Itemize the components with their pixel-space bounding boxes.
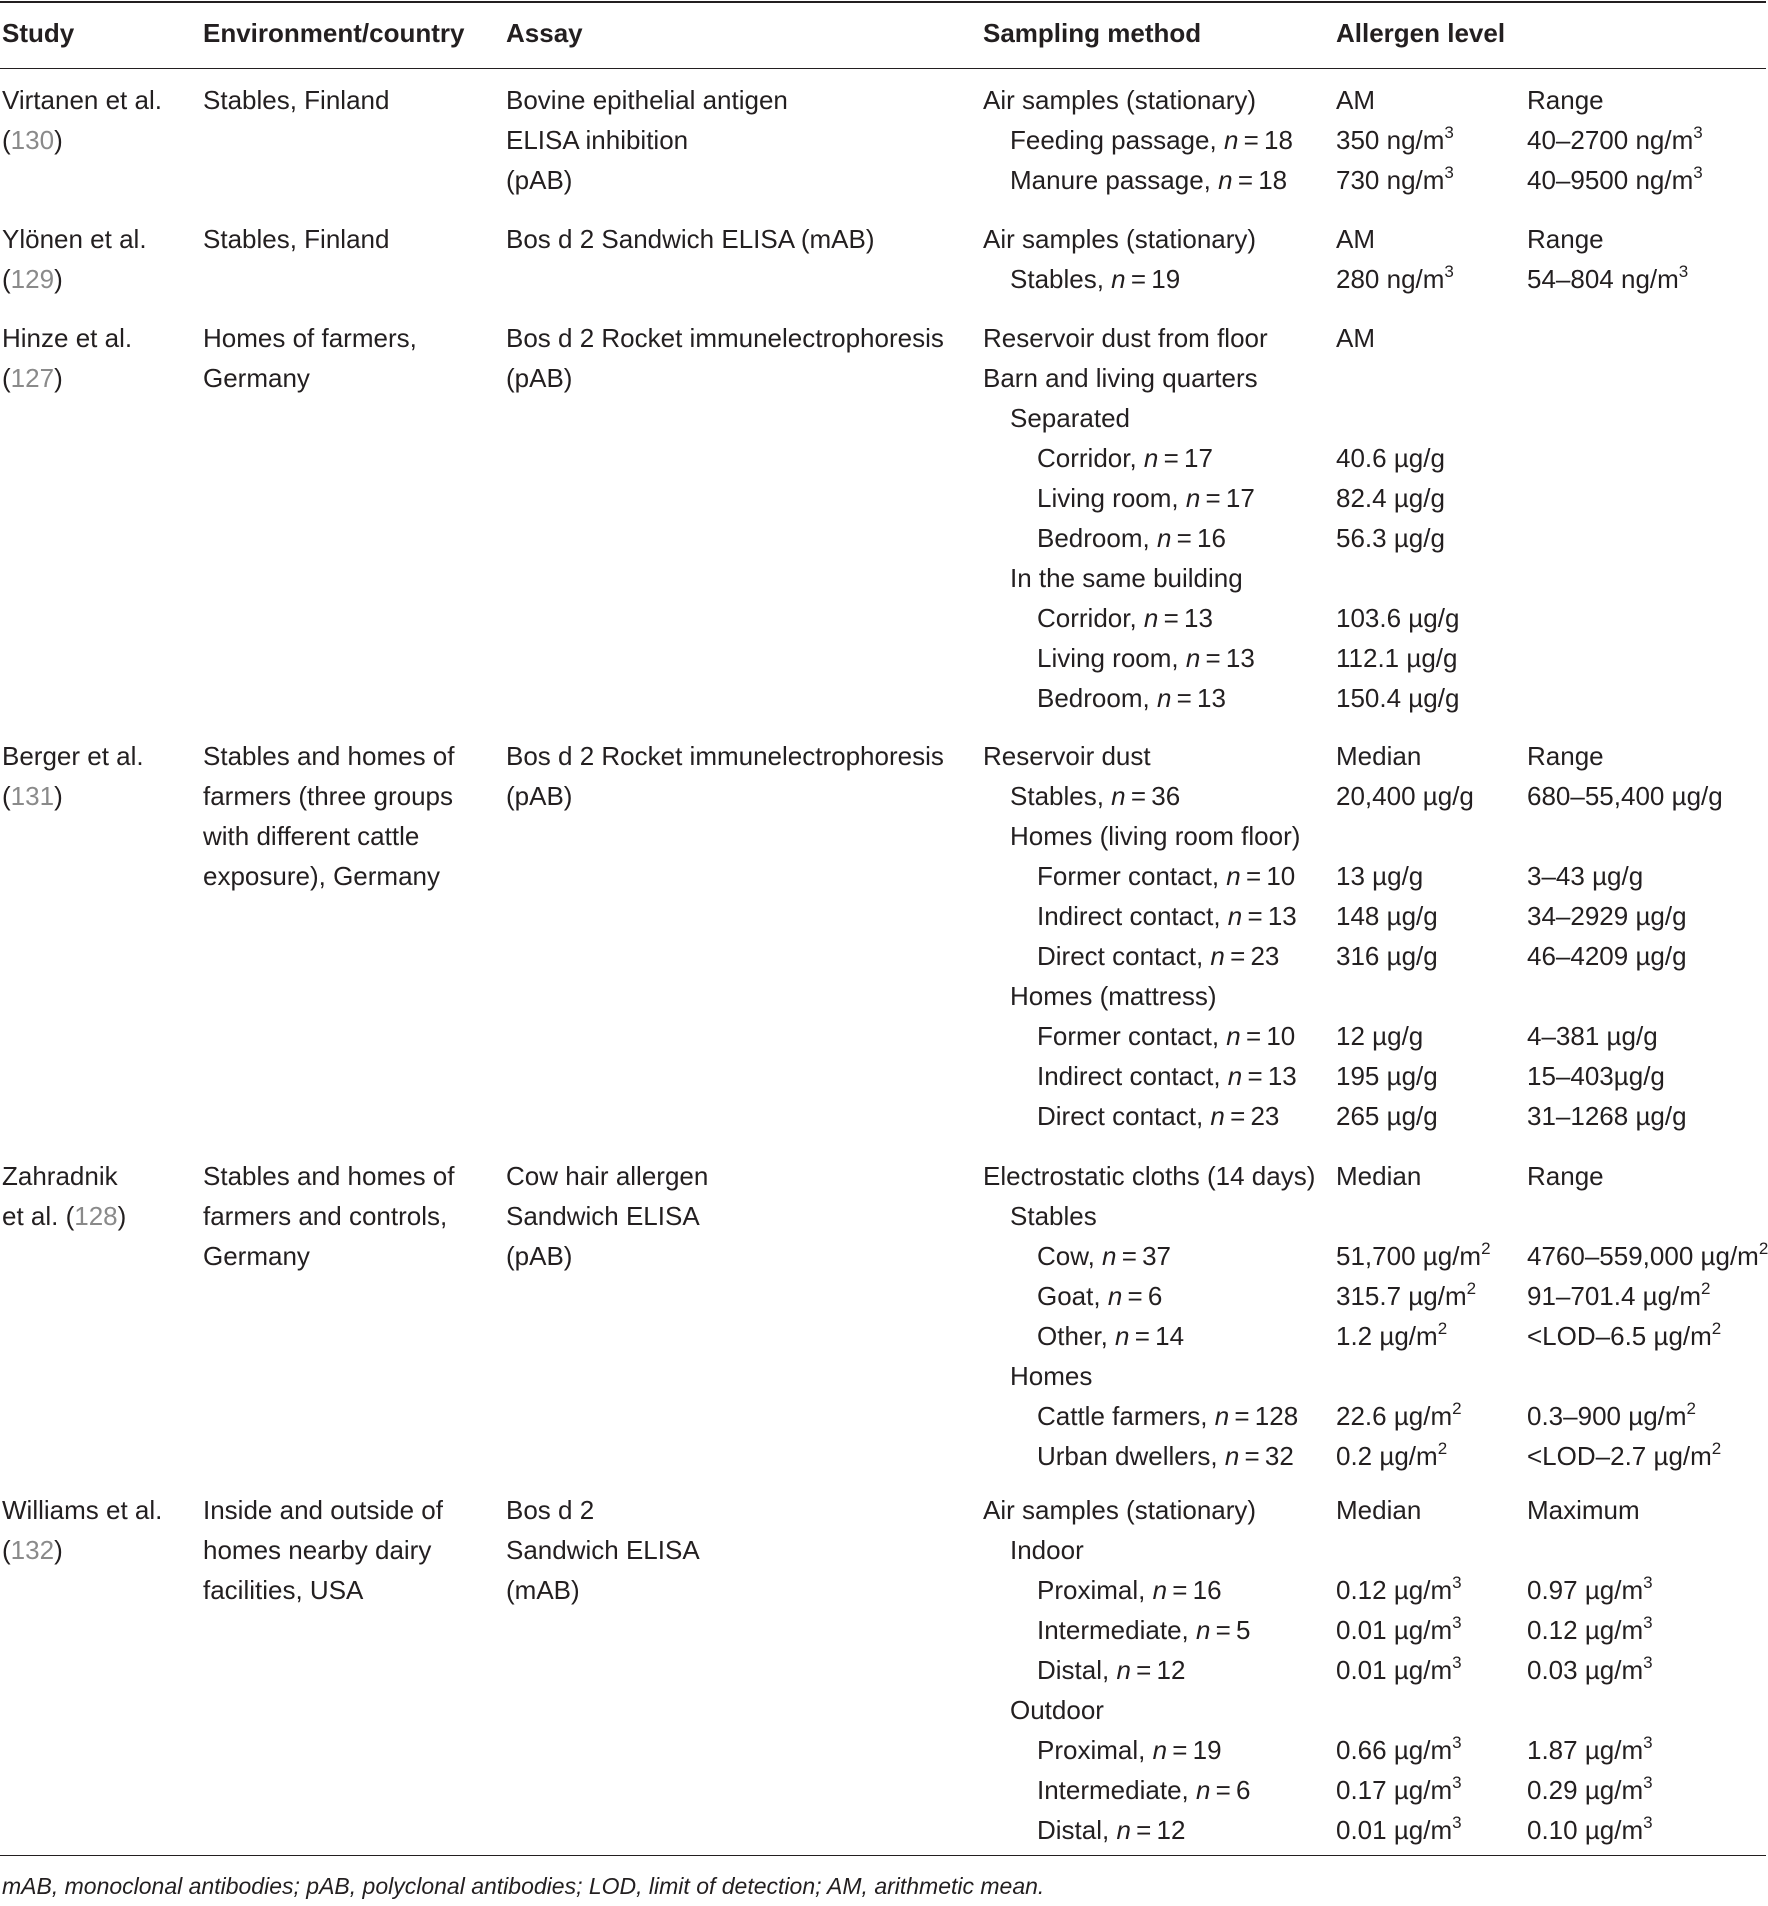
sampling-line: Homes (1010, 1361, 1093, 1391)
table-footnote: mAB, monoclonal antibodies; pAB, polyclonal antibodies; LOD, limit of detection; AM, arithmetic mean. (2, 1873, 1045, 1899)
n-symbol: n (1143, 603, 1159, 633)
allergen-range (1527, 936, 1687, 976)
range-text: 3–43 µg/g (1527, 861, 1644, 891)
unit-exponent: 3 (1678, 262, 1689, 281)
sampling-line: Air samples (stationary) (983, 85, 1257, 115)
assay-line: Bovine epithelial antigen (506, 85, 788, 115)
unit-exponent: 2 (1711, 1439, 1722, 1458)
sampling-line: Urban dwellers, n = 32 (1037, 1441, 1294, 1471)
sampling-line: Homes (living room floor) (1010, 821, 1301, 851)
environment-line: facilities, USA (203, 1575, 364, 1605)
allergen-range (1527, 1016, 1658, 1056)
n-symbol: n (1210, 1101, 1225, 1131)
value-text: 56.3 µg/g (1336, 523, 1445, 553)
allergen-value (1336, 438, 1445, 478)
sampling-line: Feeding passage, n = 18 (1010, 125, 1293, 155)
value-text: 0.01 $\mu g/m^3$ (1336, 1613, 1462, 1645)
environment-line: with different cattle (203, 821, 420, 851)
range-text: 54–804 $ng/m^3$ (1527, 262, 1689, 294)
assay-cell (506, 736, 944, 816)
allergen-value (1336, 1610, 1462, 1650)
bottom-rule (0, 1855, 1766, 1856)
value-text: 315.7 $\mu g/m^2$ (1336, 1279, 1477, 1311)
reference-number: 130 (10, 125, 55, 155)
sampling-line: Outdoor (1010, 1695, 1104, 1725)
unit-exponent: 2 (1452, 1399, 1462, 1418)
allergen-value (1336, 1236, 1491, 1276)
assay-cell (506, 219, 875, 259)
value-text: 280 $ng/m^3$ (1336, 262, 1454, 294)
value-text: 0.17 $\mu g/m^3$ (1336, 1773, 1462, 1805)
allergen-value (1336, 1490, 1421, 1530)
allergen-value (1336, 1396, 1462, 1436)
sampling-line: Stables, n = 19 (1010, 264, 1181, 294)
range-text: 40–2700 $ng/m^3$ (1527, 123, 1703, 155)
allergen-range (1527, 1770, 1653, 1810)
sampling-line: Bedroom, n = 16 (1037, 523, 1226, 553)
sampling-line: Former contact, n = 10 (1037, 861, 1296, 891)
range-text: 34–2929 µg/g (1527, 901, 1687, 931)
unit-exponent: 2 (1701, 1279, 1711, 1298)
range-text: <LOD–2.7 $\mu g/m^2$ (1527, 1439, 1722, 1471)
sampling-line: Reservoir dust (983, 741, 1151, 771)
value-text: 82.4 µg/g (1336, 483, 1445, 513)
unit-exponent: 2 (1437, 1319, 1448, 1338)
n-symbol: n (1214, 1401, 1230, 1431)
allergen-value (1336, 1436, 1447, 1476)
allergen-value (1336, 776, 1474, 816)
allergen-range (1527, 1610, 1653, 1650)
environment-line: Stables, Finland (203, 224, 390, 254)
unit-exponent: 3 (1693, 163, 1703, 182)
n-symbol: n (1152, 1735, 1168, 1765)
sampling-line: Corridor, n = 13 (1037, 603, 1213, 633)
n-symbol: n (1152, 1575, 1168, 1605)
value-text: 0.2 $\mu g/m^2$ (1336, 1439, 1448, 1471)
allergen-value (1336, 1570, 1462, 1610)
allergen-value (1336, 219, 1375, 259)
n-symbol: n (1111, 781, 1126, 811)
value-text: AM (1336, 224, 1375, 254)
reference-number: 131 (10, 781, 55, 811)
allergen-value (1336, 1156, 1421, 1196)
value-text: 150.4 µg/g (1336, 683, 1460, 713)
assay-line: Cow hair allergen (506, 1161, 709, 1191)
assay-line: Sandwich ELISA (506, 1535, 700, 1565)
environment-cell (203, 1490, 443, 1610)
assay-line: (mAB) (506, 1575, 580, 1605)
allergen-value (1336, 1016, 1423, 1056)
value-text: 51,700 $\mu g/m^2$ (1336, 1239, 1491, 1271)
value-text: 22.6 $\mu g/m^2$ (1336, 1399, 1462, 1431)
unit-exponent: 3 (1643, 1733, 1653, 1752)
reference-number: 127 (10, 363, 55, 393)
allergen-value (1336, 1276, 1476, 1316)
sampling-line: Stables (1010, 1201, 1097, 1231)
value-text: 0.01 $\mu g/m^3$ (1336, 1653, 1462, 1685)
value-text: AM (1336, 323, 1375, 353)
assay-line: ELISA inhibition (506, 125, 689, 155)
n-symbol: n (1227, 1061, 1243, 1091)
sampling-line: Reservoir dust from floor (983, 323, 1268, 353)
n-symbol: n (1226, 1021, 1241, 1051)
allergen-range (1527, 1236, 1768, 1276)
unit-exponent: 3 (1643, 1653, 1653, 1672)
allergen-range (1527, 120, 1703, 160)
study-ref-line: (129) (2, 264, 63, 294)
allergen-range (1527, 259, 1688, 299)
range-text: <LOD–6.5 $\mu g/m^2$ (1527, 1319, 1722, 1351)
n-symbol: n (1224, 1441, 1240, 1471)
allergen-range (1527, 776, 1723, 816)
allergen-range (1527, 1096, 1687, 1136)
sampling-line: Cattle farmers, n = 128 (1037, 1401, 1299, 1431)
header-allergen-level: Allergen level (1336, 18, 1506, 48)
n-symbol: n (1226, 861, 1241, 891)
environment-cell (203, 219, 389, 259)
header-study: Study (2, 18, 75, 48)
allergen-range (1527, 1156, 1604, 1196)
allergen-range (1527, 1056, 1665, 1096)
allergen-value (1336, 1730, 1462, 1770)
range-text: 0.97 $\mu g/m^3$ (1527, 1573, 1653, 1605)
assay-cell (506, 318, 944, 398)
sampling-line: Living room, n = 13 (1037, 643, 1255, 673)
n-symbol: n (1102, 1241, 1117, 1271)
sampling-line: Corridor, n = 17 (1037, 443, 1213, 473)
unit-exponent: 3 (1452, 1653, 1462, 1672)
n-symbol: n (1156, 683, 1172, 713)
range-text: 91–701.4 $\mu g/m^2$ (1527, 1279, 1711, 1311)
allergen-value (1336, 598, 1459, 638)
study-line: Ylönen et al. (2, 224, 147, 254)
range-text: Range (1527, 741, 1604, 771)
header-assay: Assay (506, 18, 583, 48)
allergen-value (1336, 120, 1454, 160)
environment-line: Stables and homes of (203, 1161, 455, 1191)
allergen-range (1527, 1570, 1653, 1610)
sampling-line: Distal, n = 12 (1037, 1815, 1186, 1845)
value-text: 350 $ng/m^3$ (1336, 123, 1454, 155)
allergen-value (1336, 856, 1423, 896)
environment-line: farmers and controls, (203, 1201, 448, 1231)
value-text: Median (1336, 741, 1422, 771)
unit-exponent: 2 (1758, 1239, 1768, 1258)
study-ref-line: (131) (2, 781, 63, 811)
value-text: 40.6 µg/g (1336, 443, 1445, 473)
value-text: 0.01 $\mu g/m^3$ (1336, 1813, 1462, 1845)
n-symbol: n (1115, 1321, 1130, 1351)
allergen-value (1336, 478, 1445, 518)
sampling-line: Manure passage, n = 18 (1010, 165, 1288, 195)
unit-exponent: 3 (1452, 1613, 1462, 1632)
environment-line: Germany (203, 1241, 310, 1271)
n-symbol: n (1116, 1815, 1131, 1845)
sampling-line: Former contact, n = 10 (1037, 1021, 1296, 1051)
range-text: 31–1268 µg/g (1527, 1101, 1687, 1131)
n-symbol: n (1107, 1281, 1123, 1311)
range-text: 1.87 $\mu g/m^3$ (1527, 1733, 1653, 1765)
sampling-line: Indirect contact, n = 13 (1037, 1061, 1297, 1091)
n-symbol: n (1111, 264, 1126, 294)
study-ref-line: et al. (128) (2, 1201, 127, 1231)
range-text: 0.03 $\mu g/m^3$ (1527, 1653, 1653, 1685)
allergen-range (1527, 856, 1643, 896)
value-text: 195 µg/g (1336, 1061, 1438, 1091)
unit-exponent: 2 (1481, 1239, 1491, 1258)
value-text: Median (1336, 1161, 1422, 1191)
value-text: 12 µg/g (1336, 1021, 1424, 1051)
environment-line: Stables and homes of (203, 741, 455, 771)
sampling-line: Air samples (stationary) (983, 224, 1257, 254)
allergen-value (1336, 1096, 1438, 1136)
allergen-range (1527, 160, 1703, 200)
unit-exponent: 3 (1452, 1573, 1462, 1592)
range-text: 46–4209 µg/g (1527, 941, 1687, 971)
value-text: 13 µg/g (1336, 861, 1424, 891)
value-text: 148 µg/g (1336, 901, 1438, 931)
environment-line: Stables, Finland (203, 85, 390, 115)
n-symbol: n (1218, 165, 1233, 195)
header-rule (0, 68, 1766, 69)
allergen-range (1527, 1810, 1653, 1850)
environment-cell (203, 1156, 455, 1276)
sampling-line: Living room, n = 17 (1037, 483, 1255, 513)
value-text: 20,400 µg/g (1336, 781, 1474, 811)
top-rule (0, 1, 1766, 3)
value-text: 112.1 µg/g (1336, 643, 1458, 673)
environment-line: Homes of farmers, (203, 323, 417, 353)
study-cell (2, 318, 132, 398)
allergen-value (1336, 1770, 1462, 1810)
allergen-range (1527, 219, 1604, 259)
allergen-range (1527, 1276, 1710, 1316)
unit-exponent: 3 (1643, 1773, 1653, 1792)
unit-exponent: 3 (1452, 1773, 1462, 1792)
range-text: Maximum (1527, 1495, 1640, 1525)
sampling-line: Barn and living quarters (983, 363, 1258, 393)
allergen-range (1527, 1436, 1721, 1476)
study-ref-line: (127) (2, 363, 63, 393)
n-symbol: n (1156, 523, 1172, 553)
sampling-line: Proximal, n = 19 (1037, 1735, 1222, 1765)
allergen-range (1527, 80, 1604, 120)
range-text: 0.29 $\mu g/m^3$ (1527, 1773, 1653, 1805)
allergen-range (1527, 1316, 1721, 1356)
study-line: Zahradnik (2, 1161, 118, 1191)
value-text: 1.2 $\mu g/m^2$ (1336, 1319, 1448, 1351)
allergen-value (1336, 1056, 1438, 1096)
reference-number: 128 (74, 1201, 118, 1231)
assay-line: Bos d 2 (506, 1495, 595, 1525)
sampling-line: Distal, n = 12 (1037, 1655, 1186, 1685)
allergen-range (1527, 1396, 1696, 1436)
range-text: 40–9500 $ng/m^3$ (1527, 163, 1703, 195)
n-symbol: n (1227, 901, 1243, 931)
unit-exponent: 2 (1437, 1439, 1448, 1458)
assay-line: (pAB) (506, 1241, 573, 1271)
allergen-value (1336, 1810, 1462, 1850)
reference-number: 129 (10, 264, 55, 294)
n-symbol: n (1143, 443, 1159, 473)
range-text: 0.10 $\mu g/m^3$ (1527, 1813, 1653, 1845)
allergen-range (1527, 1490, 1640, 1530)
allergen-value (1336, 936, 1438, 976)
assay-line: Sandwich ELISA (506, 1201, 700, 1231)
assay-line: Bos d 2 Rocket immunelectrophoresis (506, 741, 944, 771)
environment-cell (203, 80, 389, 120)
assay-cell (506, 1156, 708, 1276)
range-text: 4760–559,000 $\mu g/m^2$ (1527, 1239, 1768, 1271)
allergen-value (1336, 896, 1438, 936)
value-text: 0.66 $\mu g/m^3$ (1336, 1733, 1462, 1765)
allergen-range (1527, 1730, 1653, 1770)
sampling-line: Bedroom, n = 13 (1037, 683, 1226, 713)
unit-exponent: 2 (1686, 1399, 1696, 1418)
value-text: 316 µg/g (1336, 941, 1438, 971)
value-text: 265 µg/g (1336, 1101, 1438, 1131)
sampling-line: Other, n = 14 (1037, 1321, 1185, 1351)
sampling-line: Indoor (1010, 1535, 1084, 1565)
sampling-line: Air samples (stationary) (983, 1495, 1257, 1525)
environment-line: exposure), Germany (203, 861, 440, 891)
sampling-line: Proximal, n = 16 (1037, 1575, 1222, 1605)
assay-line: (pAB) (506, 363, 573, 393)
unit-exponent: 3 (1643, 1613, 1653, 1632)
allergen-value (1336, 160, 1454, 200)
n-symbol: n (1185, 643, 1201, 673)
unit-exponent: 2 (1466, 1279, 1477, 1298)
environment-line: farmers (three groups (203, 781, 453, 811)
sampling-line: Goat, n = 6 (1037, 1281, 1163, 1311)
environment-line: Inside and outside of (203, 1495, 443, 1525)
study-cell (2, 1490, 162, 1570)
sampling-line: Intermediate, n = 6 (1037, 1775, 1251, 1805)
reference-number: 132 (10, 1535, 55, 1565)
sampling-line: Direct contact, n = 23 (1037, 1101, 1280, 1131)
n-symbol: n (1195, 1775, 1211, 1805)
value-text: 103.6 µg/g (1336, 603, 1460, 633)
allergen-range (1527, 896, 1687, 936)
sampling-line: Stables, n = 36 (1010, 781, 1181, 811)
unit-exponent: 3 (1444, 262, 1454, 281)
study-cell (2, 219, 147, 299)
unit-exponent: 3 (1452, 1733, 1462, 1752)
allergen-value (1336, 259, 1454, 299)
range-text: Range (1527, 224, 1604, 254)
allergen-value (1336, 1650, 1462, 1690)
value-text: AM (1336, 85, 1375, 115)
sampling-line: Indirect contact, n = 13 (1037, 901, 1297, 931)
range-text: 680–55,400 µg/g (1527, 781, 1723, 811)
unit-exponent: 3 (1444, 163, 1454, 182)
assay-line: Bos d 2 Sandwich ELISA (mAB) (506, 224, 875, 254)
study-cell (2, 80, 162, 160)
header-sampling-method: Sampling method (983, 18, 1202, 48)
allergen-range (1527, 736, 1604, 776)
n-symbol: n (1195, 1615, 1211, 1645)
study-ref-line: (130) (2, 125, 63, 155)
sampling-line: Cow, n = 37 (1037, 1241, 1172, 1271)
unit-exponent: 3 (1452, 1813, 1462, 1832)
allergen-value (1336, 1316, 1447, 1356)
sampling-line: Direct contact, n = 23 (1037, 941, 1280, 971)
value-text: Median (1336, 1495, 1422, 1525)
allergen-value (1336, 80, 1375, 120)
study-ref-line: (132) (2, 1535, 63, 1565)
study-cell (2, 1156, 126, 1236)
range-text: Range (1527, 85, 1604, 115)
n-symbol: n (1210, 941, 1225, 971)
environment-line: Germany (203, 363, 310, 393)
assay-cell (506, 80, 788, 200)
unit-exponent: 3 (1444, 123, 1454, 142)
value-text: 730 $ng/m^3$ (1336, 163, 1454, 195)
range-text: 4–381 µg/g (1527, 1021, 1658, 1051)
n-symbol: n (1116, 1655, 1131, 1685)
environment-line: homes nearby dairy (203, 1535, 432, 1565)
assay-line: Bos d 2 Rocket immunelectrophoresis (506, 323, 944, 353)
n-symbol: n (1223, 125, 1239, 155)
assay-cell (506, 1490, 700, 1610)
range-text: 0.3–900 $\mu g/m^2$ (1527, 1399, 1696, 1431)
allergen-value (1336, 678, 1459, 718)
allergen-value (1336, 736, 1421, 776)
environment-cell (203, 736, 455, 896)
sampling-line: Intermediate, n = 5 (1037, 1615, 1251, 1645)
allergen-value (1336, 638, 1457, 678)
assay-line: (pAB) (506, 781, 573, 811)
unit-exponent: 3 (1693, 123, 1703, 142)
allergen-value (1336, 318, 1375, 358)
unit-exponent: 2 (1711, 1319, 1722, 1338)
sampling-line: In the same building (1010, 563, 1243, 593)
range-text: 15–403µg/g (1527, 1061, 1665, 1091)
range-text: Range (1527, 1161, 1604, 1191)
study-line: Virtanen et al. (2, 85, 162, 115)
sampling-line: Electrostatic cloths (14 days) (983, 1161, 1316, 1191)
allergen-value (1336, 518, 1445, 558)
environment-cell (203, 318, 417, 398)
value-text: 0.12 $\mu g/m^3$ (1336, 1573, 1462, 1605)
unit-exponent: 3 (1643, 1573, 1653, 1592)
assay-line: (pAB) (506, 165, 573, 195)
study-line: Williams et al. (2, 1495, 163, 1525)
range-text: 0.12 $\mu g/m^3$ (1527, 1613, 1653, 1645)
study-line: Berger et al. (2, 741, 144, 771)
study-line: Hinze et al. (2, 323, 133, 353)
sampling-line: Separated (1010, 403, 1130, 433)
study-cell (2, 736, 144, 816)
header-environment: Environment/country (203, 18, 465, 48)
unit-exponent: 3 (1643, 1813, 1653, 1832)
allergen-range (1527, 1650, 1653, 1690)
sampling-line: Homes (mattress) (1010, 981, 1217, 1011)
n-symbol: n (1185, 483, 1201, 513)
